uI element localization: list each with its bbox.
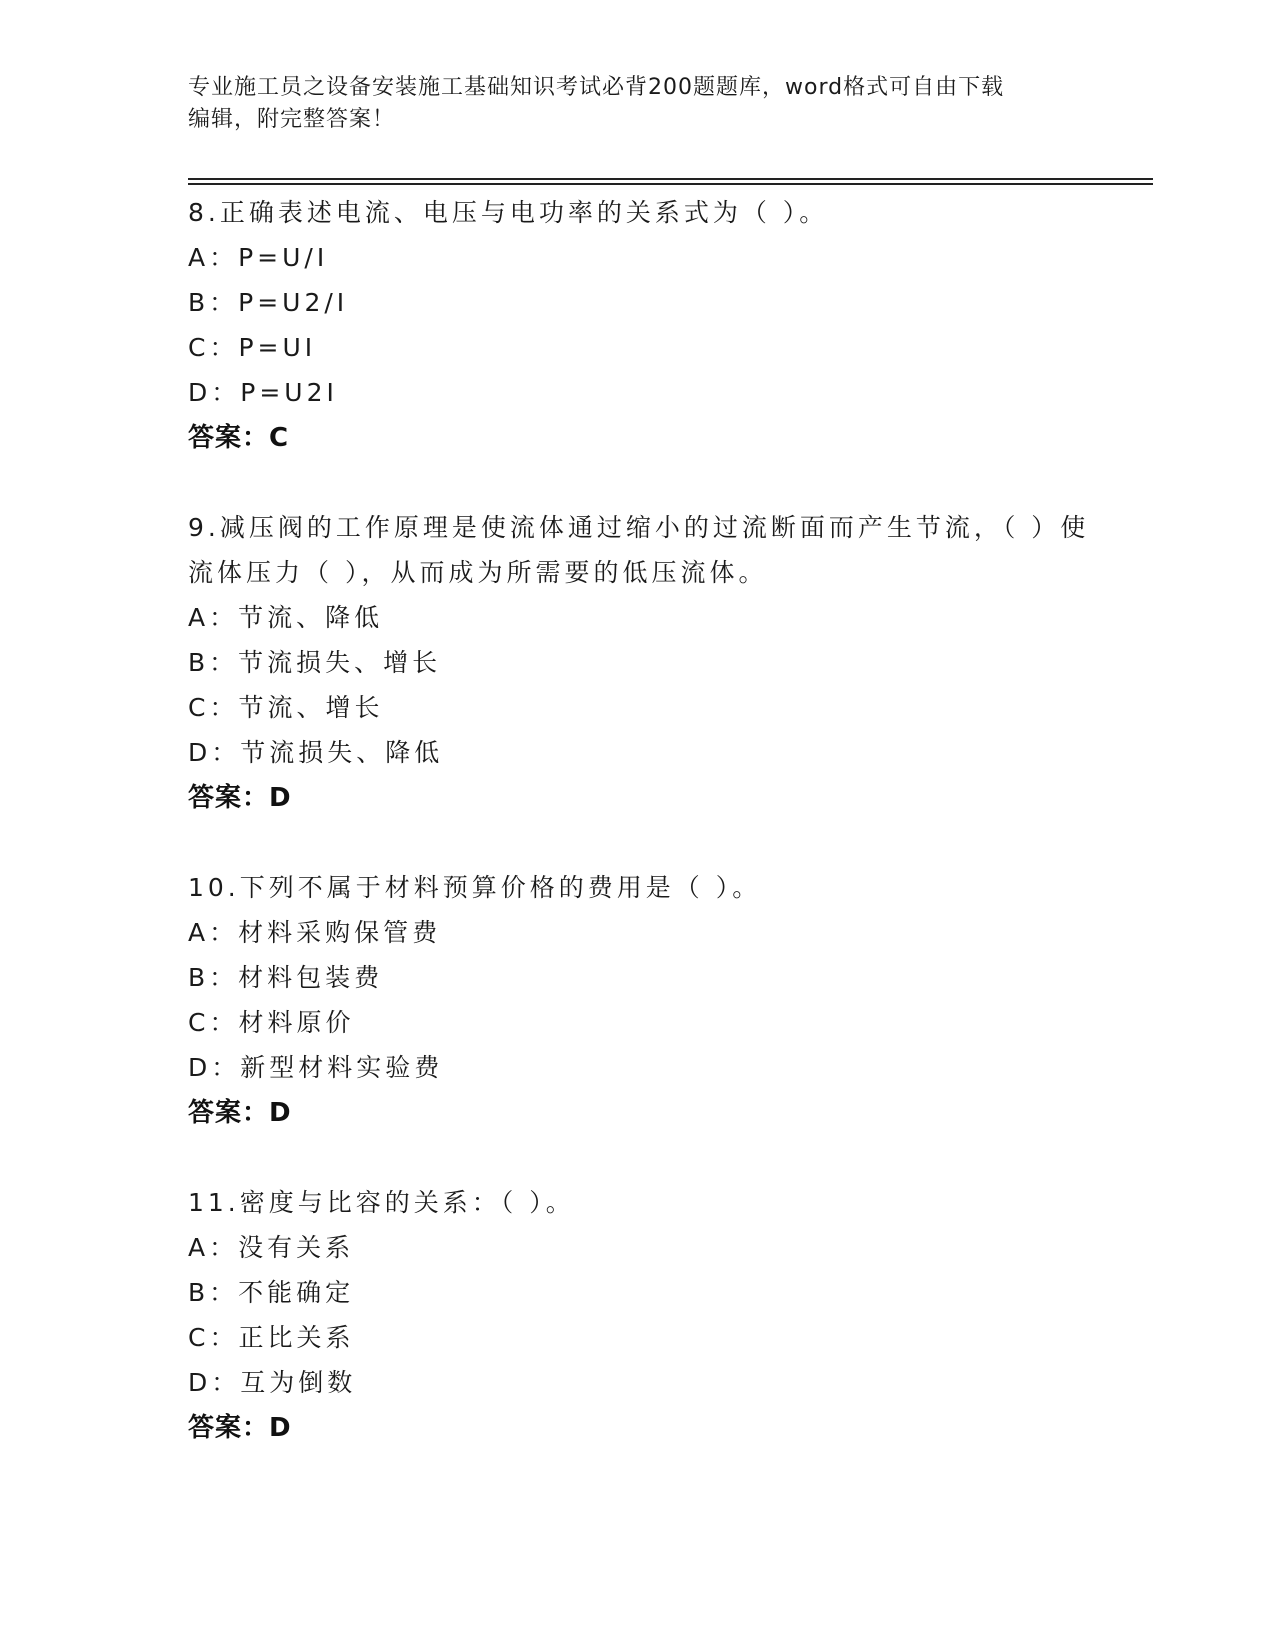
option-d: D：节流损失、降低 [188,738,444,767]
question-9 [188,505,1108,821]
question-text: 10.下列不属于材料预算价格的费用是（ ）。 [188,873,762,902]
answer-line: 答案：D [188,1413,292,1443]
option-a: A：P=U/I [188,243,329,272]
question-list [188,190,1108,1495]
question-11 [188,1180,1108,1451]
option-b: B：不能确定 [188,1278,355,1307]
option-a: A：节流、降低 [188,603,384,632]
header-divider-bottom [188,183,1153,185]
answer-line: 答案：D [188,783,292,813]
header-divider-top [188,178,1153,180]
question-text: 11.密度与比容的关系：（ ）。 [188,1188,575,1217]
document-header [188,72,1088,136]
question-8 [188,190,1108,461]
option-b: B：节流损失、增长 [188,648,442,677]
option-c: C：P=UI [188,333,317,362]
question-text: 8.正确表述电流、电压与电功率的关系式为（ ）。 [188,198,829,227]
option-a: A：没有关系 [188,1233,355,1262]
header-line-2: 编辑，附完整答案！ [188,107,396,132]
option-a: A：材料采购保管费 [188,918,442,947]
question-10 [188,865,1108,1136]
header-line-1: 专业施工员之设备安装施工基础知识考试必背200题题库，word格式可自由下载 [188,75,1005,100]
answer-line: 答案：D [188,1098,292,1128]
option-b: B：材料包装费 [188,963,384,992]
question-text: 9.减压阀的工作原理是使流体通过缩小的过流断面而产生节流，（ ）使流体压力（ ），从而成为所需要的低压流体。 [188,513,1090,587]
option-b: B：P=U2/I [188,288,349,317]
option-c: C：正比关系 [188,1323,355,1352]
option-c: C：材料原价 [188,1008,355,1037]
option-d: D：P=U2I [188,378,338,407]
answer-line: 答案：C [188,423,290,453]
option-c: C：节流、增长 [188,693,384,722]
option-d: D：新型材料实验费 [188,1053,444,1082]
option-d: D：互为倒数 [188,1368,357,1397]
